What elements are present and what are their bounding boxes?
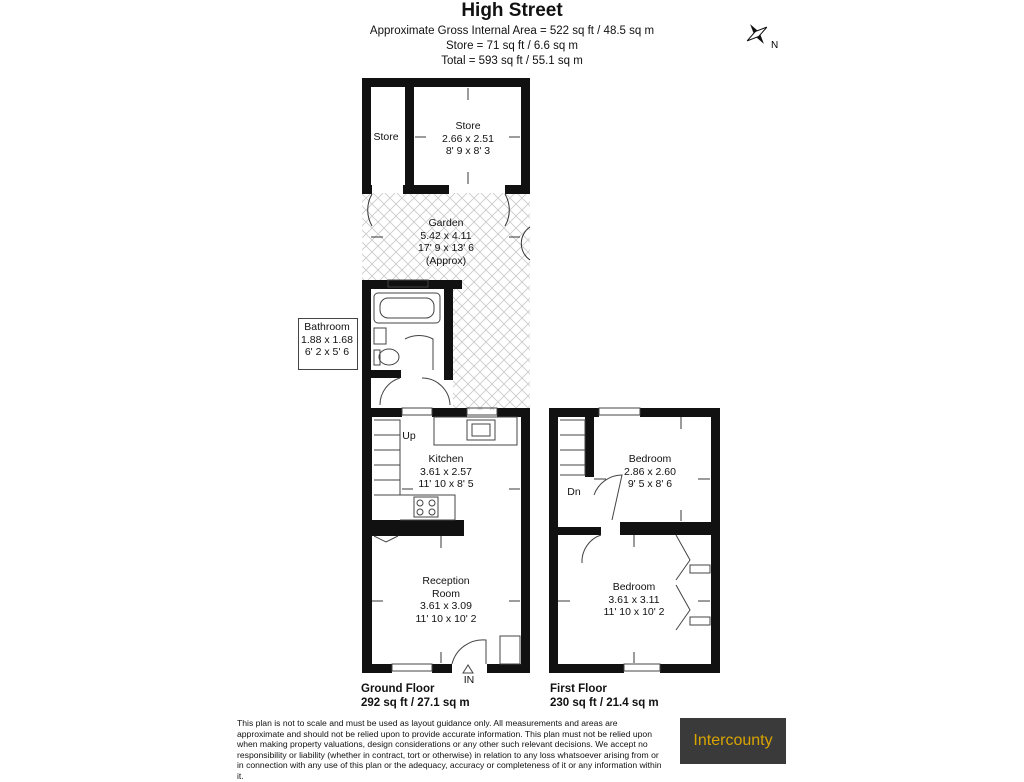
compass-label: N: [771, 40, 779, 51]
first-floor-caption: First Floor 230 sq ft / 21.4 sq m: [550, 683, 659, 709]
page-title: High Street: [461, 0, 563, 21]
store-small-label: Store: [373, 131, 399, 143]
first-floor-walls: [549, 408, 720, 673]
ground-floor-caption: Ground Floor 292 sq ft / 27.1 sq m: [361, 683, 470, 709]
stairs-up-label: Up: [402, 430, 416, 442]
area-summary: [0, 24, 1024, 69]
disclaimer-text: This plan is not to scale and must be used as layout guidance only. All measurements and areas are approximate and should not be relied upon to provide accurate information. This plan must not be relied upon when making property valuations, design considerations or any other such relevant decisions. We accept no responsibility or liability (whether in contract, tort or otherwise) in relation to any loss whatsoever arising from or in connection with any use of this plan or the adequacy, accuracy or completeness of it or any information within it.: [237, 718, 662, 781]
total-area-line: Total = 593 sq ft / 55.1 sq m: [441, 55, 583, 67]
bathroom-label: Bathroom 1.88 x 1.68 6' 2 x 5' 6: [301, 321, 353, 358]
reception-room-label: Reception Room 3.61 x 3.09 11' 10 x 10' 2: [415, 575, 477, 625]
entrance-label: IN: [463, 674, 475, 686]
stairs-down-label: Dn: [567, 486, 581, 498]
brand-logo: Intercounty: [680, 718, 786, 764]
store-large-label: Store 2.66 x 2.51 8' 9 x 8' 3: [442, 120, 494, 157]
bedroom-large-label: Bedroom 3.61 x 3.11 11' 10 x 10' 2: [603, 581, 665, 618]
compass-icon: [743, 20, 783, 52]
store-area-line: Store = 71 sq ft / 6.6 sq m: [446, 40, 578, 52]
gross-area-line: Approximate Gross Internal Area = 522 sq ft / 48.5 sq m: [369, 25, 655, 37]
bedroom-small-label: Bedroom 2.86 x 2.60 9' 5 x 8' 6: [624, 453, 676, 490]
first-floor-fixtures: [560, 408, 710, 671]
garden-label: Garden 5.42 x 4.11 17' 9 x 13' 6 (Approx): [418, 217, 474, 267]
kitchen-label: Kitchen 3.61 x 2.57 11' 10 x 8' 5: [418, 453, 474, 490]
